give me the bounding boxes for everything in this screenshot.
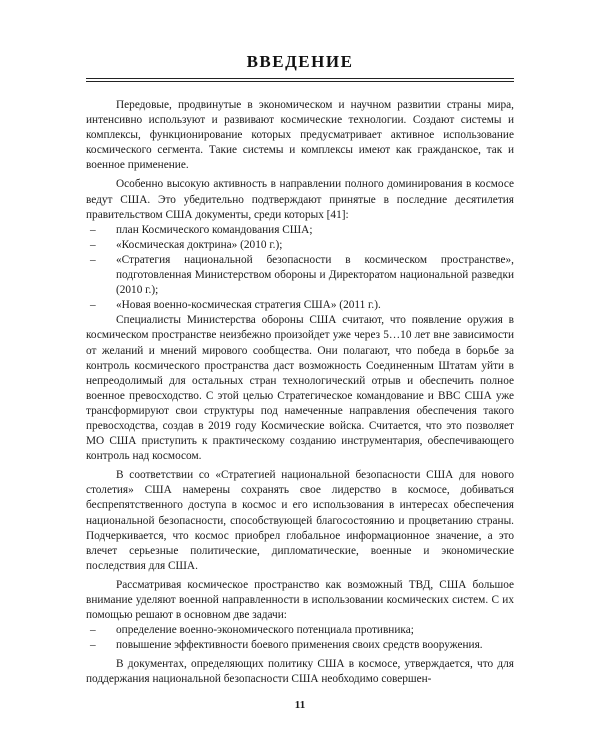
body-text	[86, 98, 514, 688]
page-number: 11	[294, 699, 306, 711]
list-dash: –	[90, 223, 96, 236]
list-item: – повышение эффективности боевого применения своих средств вооружения.	[86, 638, 514, 653]
list-dash: –	[90, 299, 96, 312]
list-item: – определение военно-экономического потенциала противника;	[86, 623, 514, 638]
list-dash: –	[90, 238, 96, 251]
list-dash: –	[90, 624, 96, 637]
tasks-list	[86, 623, 514, 653]
paragraph: Передовые, продвинутые в экономическом и научном развитии страны мира, интенсивно используют и развивают космические технологии. Создают системы и комплексы, функционирование которых предусматривает активное использование космического сегмента. Такие системы и комплексы имеют как гражданское, так и военное применение.	[86, 99, 514, 172]
list-item: – «Стратегия национальной безопасности в космическом пространстве», подготовленная Министерством обороны и Директоратом национальной разведки (2010 г.);	[90, 253, 514, 297]
paragraph: В документах, определяющих политику США в космосе, утверждается, что для поддержания национальной безопасности США необходимо совершен-	[86, 658, 514, 686]
list-item: – «Новая военно-космическая стратегия США» (2011 г.).	[86, 298, 514, 313]
paragraph: В соответствии со «Стратегией национальной безопасности США для нового столетия» США намерены сохранять свое лидерство в космосе, добиваться беспрепятственного доступа в космос и его использования в интересах обеспечения национальной безопасности, способствующей благосостоянию и процветанию страны. Подчеркивается, что космос приобрел глобальное информационное значение, а это влечет серьезные политические, дипломатические, военные и экономические последствия для США.	[86, 469, 514, 572]
list-item: – план Космического командования США;	[86, 223, 514, 238]
documents-list	[86, 223, 514, 314]
list-dash: –	[90, 253, 96, 266]
title-rule-top	[86, 78, 514, 79]
chapter-title: ВВЕДЕНИЕ	[246, 52, 354, 71]
paragraph: Специалисты Министерства обороны США считают, что появление оружия в космическом пространстве неизбежно произойдет уже через 5…10 лет вне зависимости от желаний и мнений мирового сообщества. Они полагают, что победа в борьбе за контроль космического пространства даст возможность Соединенным Штатам уйти в непреодолимый для остальных стран технологический отрыв и обеспечить полное военное превосходство. С этой целью Стратегическое командование и ВВС США уже трансформируют свои структуры под намеченные направления обеспечения такого превосходства, создав в 2019 году Космические войска. Считается, что это позволяет МО США приступить к практическому созданию инструментария, обеспечивающего контроль над космосом.	[86, 314, 514, 463]
list-dash: –	[90, 639, 96, 652]
list-item: – «Космическая доктрина» (2010 г.);	[86, 238, 514, 253]
paragraph: Особенно высокую активность в направлении полного доминирования в космосе ведут США. Это убедительно подтверждают принятые в последние десятилетия правительством США документы, среди которых [41]:	[86, 178, 514, 221]
title-rule-bottom	[86, 81, 514, 82]
paragraph: Рассматривая космическое пространство как возможный ТВД, США большое внимание уделяют военной направленности в использовании космических систем. С их помощью решают в основном две задачи:	[86, 578, 514, 622]
